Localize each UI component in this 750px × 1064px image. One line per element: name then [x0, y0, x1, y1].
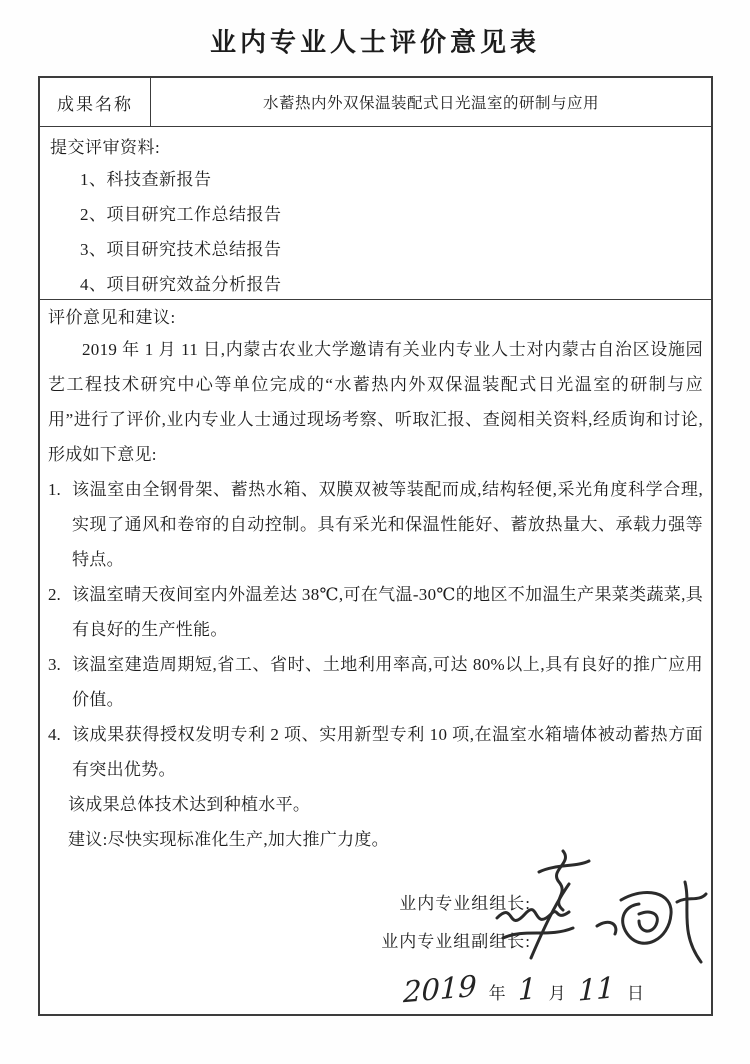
result-name-label: 成果名称 — [40, 78, 151, 126]
evaluation-intro: 2019 年 1 月 11 日,内蒙古农业大学邀请有关业内专业人士对内蒙古自治区设施园艺工程技术研究中心等单位完成的“水蓄热内外双保温装配式日光温室的研制与应用”进行了评价,业内专业人士通过现场考察、听取汇报、查阅相关资料,经质询和讨论,形成如下意见: — [48, 340, 703, 464]
handwritten-date — [398, 968, 647, 1010]
evaluation-item — [48, 717, 703, 787]
evaluation-item — [48, 472, 703, 577]
item-text: 该温室由全钢骨架、蓄热水箱、双膜双被等装配而成,结构轻便,采光角度科学合理,实现了通风和卷帘的自动控制。具有采光和保温性能好、蓄放热量大、承载力强等特点。 — [72, 480, 703, 569]
page-title: 业内专业人士评价意见表 — [209, 28, 540, 57]
date-month-handwritten: 1 — [517, 971, 537, 1007]
item-text: 该温室晴天夜间室内外温差达 38℃,可在气温-30℃的地区不加温生产果菜类蔬菜,具有良好的生产性能。 — [72, 585, 703, 639]
date-day-handwritten: 11 — [577, 970, 615, 1008]
deputy-signature-label: 业内专业组副组长: — [381, 932, 531, 951]
leader-signature-line — [48, 885, 703, 923]
date-day-label: 日 — [627, 984, 644, 1003]
item-text: 该温室建造周期短,省工、省时、土地利用率高,可达 80%以上,具有良好的推广应用价值。 — [72, 655, 703, 709]
result-name-value: 水蓄热内外双保温装配式日光温室的研制与应用 — [262, 95, 599, 112]
materials-section — [40, 127, 711, 300]
material-item: 4、项目研究效益分析报告 — [80, 275, 282, 294]
evaluation-section — [40, 300, 711, 1014]
evaluation-suggestion: 建议:尽快实现标准化生产,加大推广力度。 — [68, 830, 389, 849]
result-name-row — [40, 78, 711, 127]
date-month-label: 月 — [548, 984, 566, 1003]
date-year-handwritten: 2019 — [402, 968, 477, 1010]
evaluation-form-table — [38, 76, 713, 1016]
signature-block — [48, 885, 703, 961]
deputy-signature-line — [48, 923, 703, 961]
item-number: 1. — [48, 480, 61, 499]
evaluation-item — [48, 577, 703, 647]
item-text: 该成果获得授权发明专利 2 项、实用新型专利 10 项,在温室水箱墙体被动蓄热方面有突出优势。 — [72, 725, 703, 779]
material-item: 2、项目研究工作总结报告 — [80, 205, 282, 224]
date-year-label: 年 — [488, 984, 506, 1003]
evaluation-item — [48, 647, 703, 717]
material-item: 1、科技查新报告 — [80, 170, 212, 189]
item-number: 4. — [48, 725, 61, 744]
leader-signature-label: 业内专业组组长: — [399, 894, 531, 913]
item-number: 2. — [48, 585, 61, 604]
material-item: 3、项目研究技术总结报告 — [80, 240, 282, 259]
item-number: 3. — [48, 655, 61, 674]
evaluation-conclusion: 该成果总体技术达到种植水平。 — [68, 795, 311, 814]
materials-heading: 提交评审资料: — [50, 138, 161, 157]
evaluation-heading: 评价意见和建议: — [48, 308, 176, 327]
